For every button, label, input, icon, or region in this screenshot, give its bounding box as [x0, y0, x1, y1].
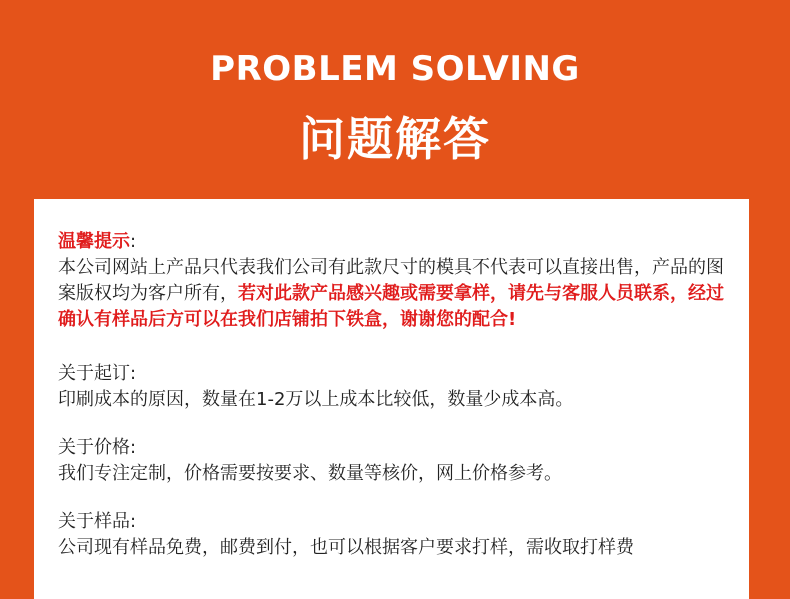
section-body: 印刷成本的原因，数量在1-2万以上成本比较低，数量少成本高。: [58, 389, 574, 410]
section-price: [58, 435, 728, 487]
header-title-en: PROBLEM SOLVING: [210, 49, 580, 89]
notice-block: [58, 229, 728, 333]
notice-text: 本公司网站上产品只代表我们公司有此款尺寸的模具不代表可以直接出售，产品的图案版权均为客户所有，: [58, 257, 724, 304]
spacer: [58, 413, 728, 435]
content-body: [58, 229, 728, 561]
notice-colon: :: [130, 231, 137, 252]
section-moq: [58, 361, 728, 413]
section-heading: 关于价格:: [58, 437, 137, 458]
spacer: [58, 487, 728, 509]
content-panel: [34, 199, 749, 599]
section-heading: 关于起订:: [58, 363, 137, 384]
header-title-cn: 问题解答: [299, 112, 491, 166]
section-heading: 关于样品:: [58, 511, 137, 532]
notice-label: 温馨提示: [58, 231, 130, 252]
section-body: 我们专注定制，价格需要按要求、数量等核价，网上价格参考。: [58, 463, 562, 484]
section-body: 公司现有样品免费，邮费到付，也可以根据客户要求打样，需收取打样费: [58, 537, 634, 558]
spacer: [58, 333, 728, 361]
notice-highlight: 若对此款产品感兴趣或需要拿样，请先与客服人员联系，经过确认有样品后方可以在我们店铺拍下铁盒，谢谢您的配合!: [58, 283, 724, 330]
section-sample: [58, 509, 728, 561]
